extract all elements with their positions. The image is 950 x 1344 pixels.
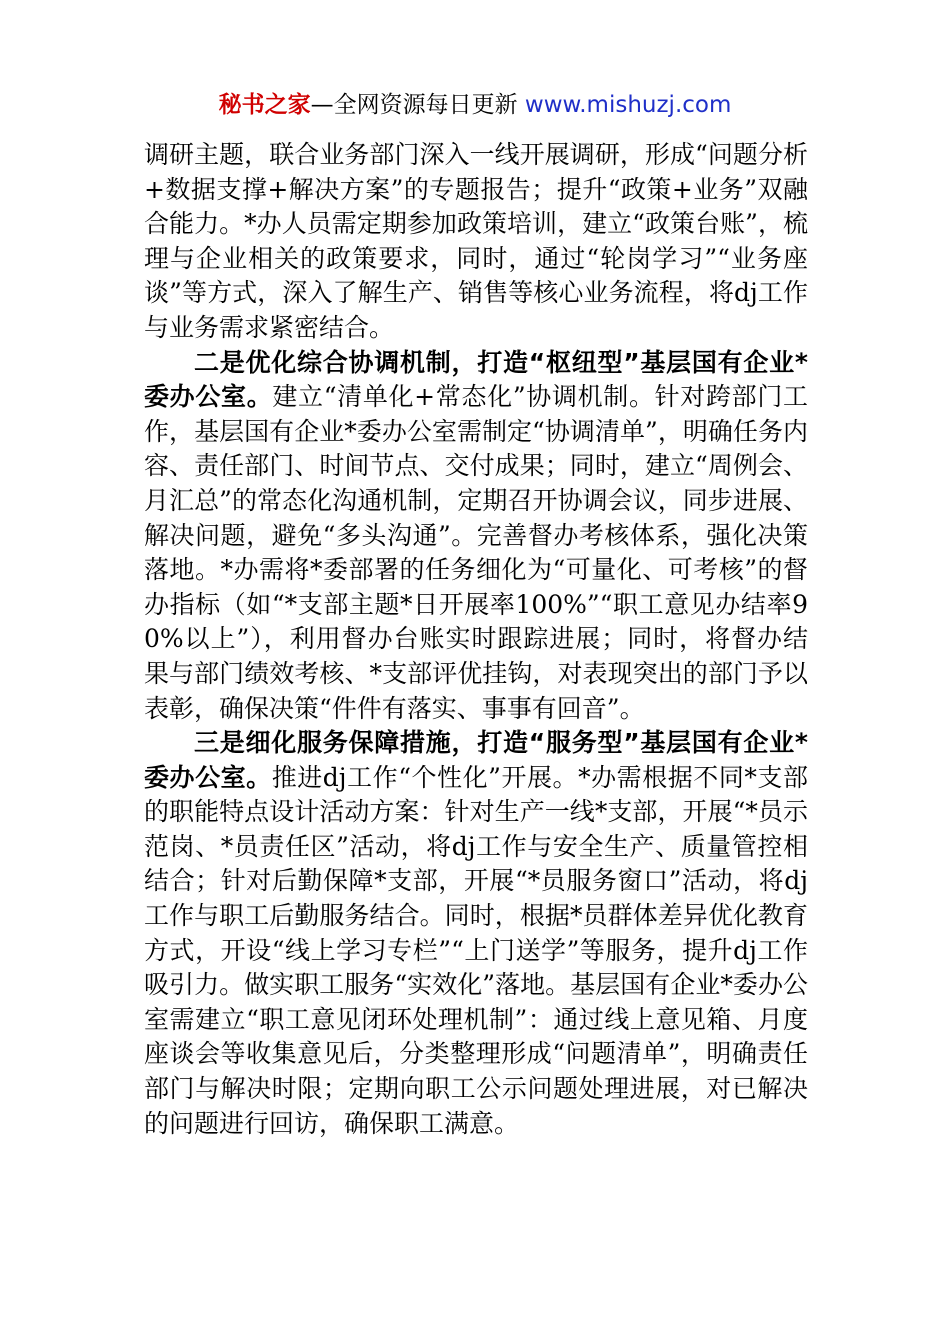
paragraph-text: 调研主题，联合业务部门深入一线开展调研，形成“问题分析+数据支撑+解决方案”的专题报告；提升“政策+业务”双融合能力。*办人员需定期参加政策培训，建立“政策台账”，梳理与企业相关的政策要求，同时，通过“轮岗学习”“业务座谈”等方式，深入了解生产、销售等核心业务流程，将dj工作与业务需求紧密结合。 [144,140,808,342]
site-header [0,88,950,122]
paragraph-section-two [144,346,808,727]
paragraph-text: 推进dj工作“个性化”开展。*办需根据不同*支部的职能特点设计活动方案：针对生产一线*支部，开展“*员示范岗、*员责任区”活动，将dj工作与安全生产、质量管控相结合；针对后勤保障*支部，开展“*员服务窗口”活动，将dj工作与职工后勤服务结合。同时，根据*员群体差异优化教育方式，开设“线上学习专栏”“上门送学”等服务，提升dj工作吸引力。做实职工服务“实效化”落地。基层国有企业*委办公室需建立“职工意见闭环处理机制”：通过线上意见箱、月度座谈会等收集意见后，分类整理形成“问题清单”，明确责任部门与解决时限；定期向职工公示问题处理进展，对已解决的问题进行回访，确保职工满意。 [144,762,808,1138]
site-tagline: —全网资源每日更新 [310,92,525,118]
paragraph-continuation [144,138,808,346]
site-url-link[interactable]: www.mishuzj.com [524,92,732,118]
paragraph-section-three [144,726,808,1141]
document-body [144,138,808,1141]
paragraph-lead-heading: 二是优化综合协调机制，打造“枢纽型”基层国有企业*委办公室。 [144,347,808,412]
paragraph-text: 建立“清单化+常态化”协调机制。针对跨部门工作，基层国有企业*委办公室需制定“协调清单”，明确任务内容、责任部门、时间节点、交付成果；同时，建立“周例会、月汇总”的常态化沟通机制，定期召开协调会议，同步进展、解决问题，避免“多头沟通”。完善督办考核体系，强化决策落地。*办需将*委部署的任务细化为“可量化、可考核”的督办指标（如“*支部主题*日开展率100%”“职工意见办结率90%以上”），利用督办台账实时跟踪进展；同时，将督办结果与部门绩效考核、*支部评优挂钩，对表现突出的部门予以表彰，确保决策“件件有落实、事事有回音”。 [144,382,808,723]
paragraph-lead-heading: 三是细化服务保障措施，打造“服务型”基层国有企业*委办公室。 [144,728,808,792]
site-brand: 秘书之家 [218,92,311,118]
